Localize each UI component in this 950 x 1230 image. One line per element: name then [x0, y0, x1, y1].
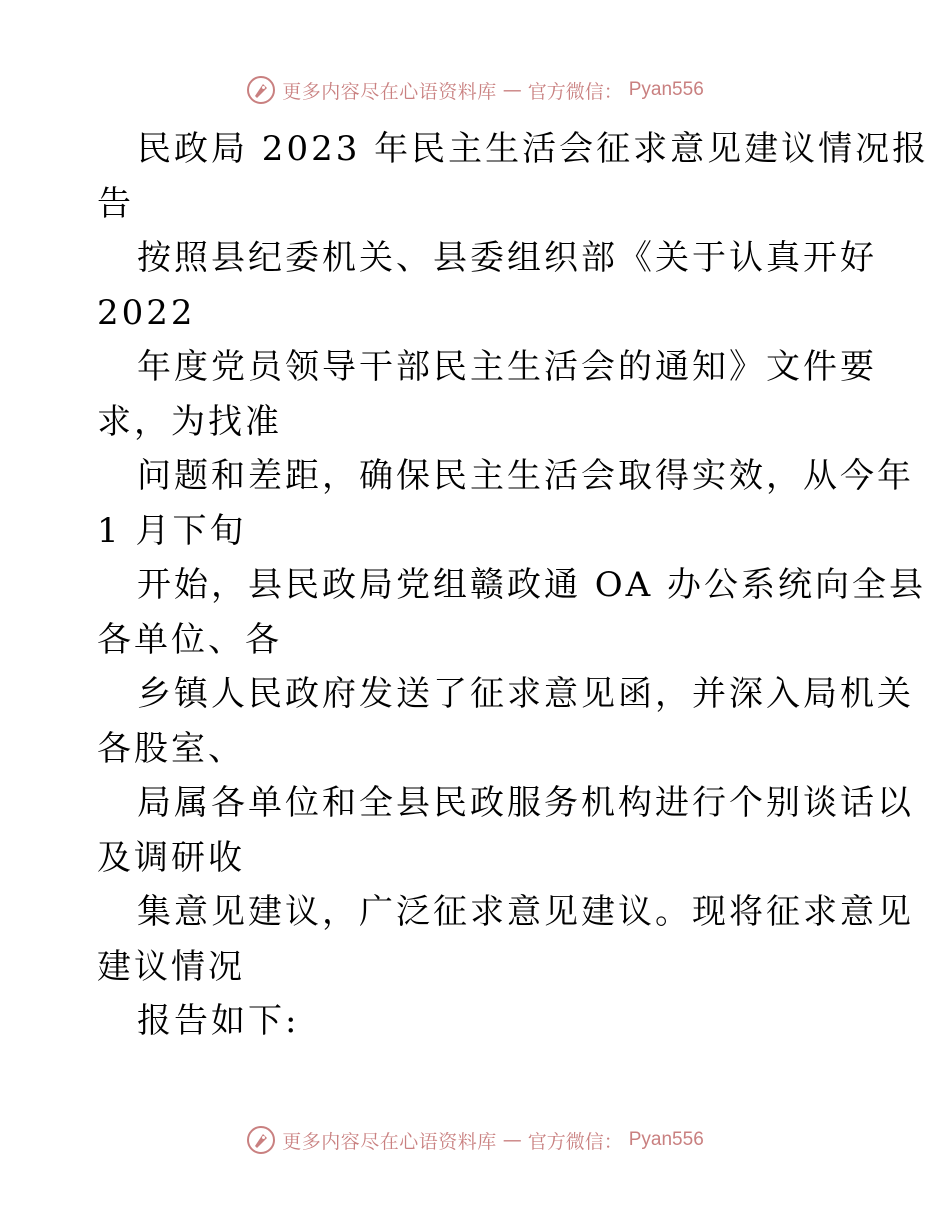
banner-separator: —	[502, 1129, 522, 1151]
header-banner	[0, 70, 950, 110]
pen-nib-logo-icon	[246, 75, 276, 105]
banner-wechat-id: Pyan556	[628, 1129, 704, 1150]
doc-line: 年度党员领导干部民主生活会的通知》文件要	[137, 347, 877, 387]
doc-line: 局属各单位和全县民政服务机构进行个别谈话以	[137, 783, 914, 823]
doc-line: 各股室、	[97, 728, 245, 769]
doc-line: 各单位、各	[97, 619, 282, 660]
doc-line: 及调研收	[97, 837, 245, 878]
doc-line: 1 月下旬	[97, 510, 247, 551]
doc-line: 告	[97, 183, 134, 224]
doc-line: 按照县纪委机关、县委组织部《关于认真开好	[137, 238, 877, 278]
doc-line: 建议情况	[97, 946, 245, 987]
doc-line: 开始，县民政局党组赣政通 OA 办公系统向全县	[137, 565, 927, 605]
banner-wechat-label: 官方微信：	[527, 1130, 623, 1153]
banner-wechat-label: 官方微信：	[527, 80, 623, 103]
doc-line: 乡镇人民政府发送了征求意见函，并深入局机关	[137, 674, 914, 714]
banner-wechat-id: Pyan556	[628, 79, 704, 100]
document-body	[97, 122, 930, 1049]
banner-separator: —	[502, 79, 522, 101]
doc-line: 集意见建议，广泛征求意见建议。现将征求意见	[137, 892, 914, 932]
doc-line: 报告如下:	[137, 1001, 300, 1041]
pen-nib-logo-icon	[246, 1125, 276, 1155]
banner-main-text: 更多内容尽在心语资料库	[282, 1130, 497, 1153]
footer-banner	[0, 1120, 950, 1160]
doc-line: 问题和差距，确保民主生活会取得实效，从今年	[137, 456, 914, 496]
doc-line: 民政局 2023 年民主生活会征求意见建议情况报	[137, 129, 930, 169]
doc-line: 2022	[97, 292, 196, 333]
banner-main-text: 更多内容尽在心语资料库	[282, 80, 497, 103]
doc-line: 求，为找准	[97, 401, 282, 442]
